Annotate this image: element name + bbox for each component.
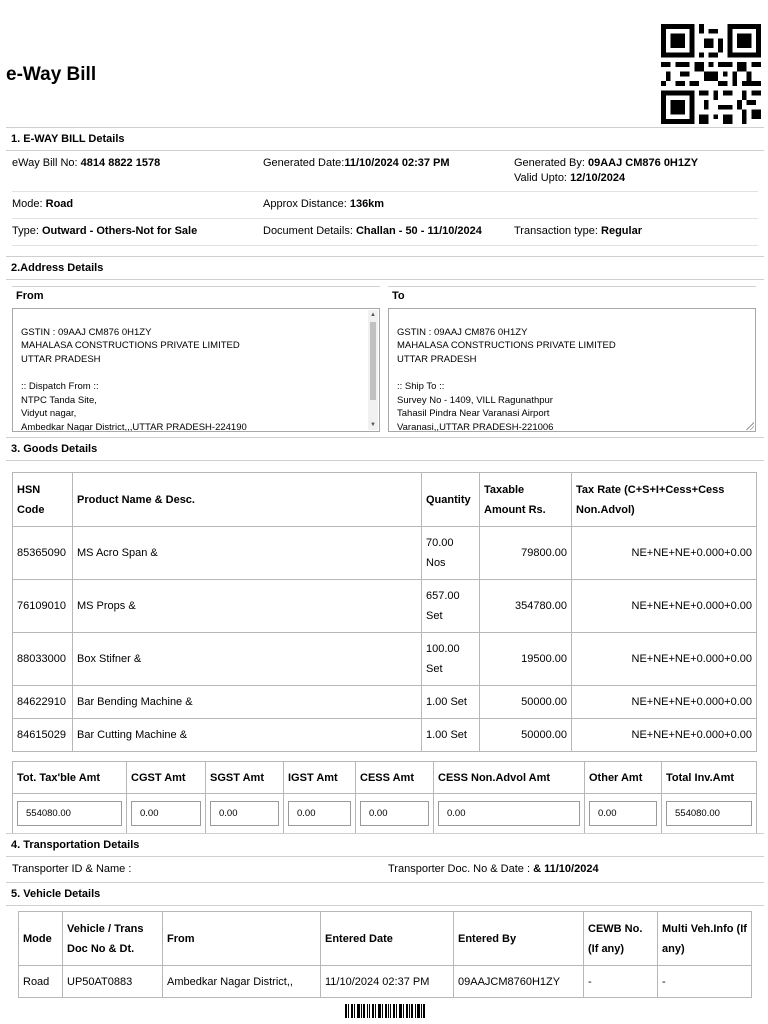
- section-vehicle-details: 5. Vehicle Details: [6, 882, 764, 906]
- type: Type: Outward - Others-Not for Sale: [12, 225, 198, 237]
- sgst-cell: [206, 794, 284, 834]
- hsn-cell: 88033000: [13, 633, 73, 686]
- quantity-cell: 657.00 Set: [422, 580, 480, 633]
- col-from: From: [163, 912, 321, 966]
- goods-header-row: [13, 473, 757, 527]
- col-cewb: CEWB No. (If any): [584, 912, 658, 966]
- resize-handle-icon[interactable]: [746, 422, 754, 430]
- vehicle-mode-cell: Road: [19, 966, 63, 998]
- col-entered-by: Entered By: [454, 912, 584, 966]
- approx-distance: Approx Distance: 136km: [263, 198, 385, 210]
- table-row: [13, 580, 757, 633]
- rate-cell: NE+NE+NE+0.000+0.00: [572, 719, 757, 752]
- col-product-name: Product Name & Desc.: [73, 473, 422, 527]
- product-cell: Bar Bending Machine &: [73, 686, 422, 719]
- multi-veh-cell: -: [658, 966, 752, 998]
- ewb-row-2: [12, 197, 758, 219]
- to-address-textarea[interactable]: [388, 308, 756, 432]
- transaction-type: Transaction type: Regular: [514, 225, 642, 237]
- rate-cell: NE+NE+NE+0.000+0.00: [572, 580, 757, 633]
- vehicle-header-row: [19, 912, 752, 966]
- transporter-id: Transporter ID & Name :: [12, 863, 132, 875]
- from-address-scrollbar[interactable]: [368, 310, 378, 430]
- quantity-cell: 100.00 Set: [422, 633, 480, 686]
- vehicle-table: [18, 911, 752, 998]
- col-cess-non-advol: CESS Non.Advol Amt: [434, 762, 585, 794]
- hsn-cell: 84622910: [13, 686, 73, 719]
- entered-by-cell: 09AAJCM8760H1ZY: [454, 966, 584, 998]
- hsn-cell: 85365090: [13, 527, 73, 580]
- cgst-cell: [127, 794, 206, 834]
- rate-cell: NE+NE+NE+0.000+0.00: [572, 686, 757, 719]
- hsn-cell: 76109010: [13, 580, 73, 633]
- totals-header-row: [13, 762, 757, 794]
- amount-cell: 50000.00: [480, 719, 572, 752]
- cess-non-advol-field[interactable]: 0.00: [438, 801, 580, 826]
- scroll-thumb[interactable]: [370, 322, 376, 400]
- col-quantity: Quantity: [422, 473, 480, 527]
- quantity-cell: 70.00 Nos: [422, 527, 480, 580]
- goods-table: [12, 472, 757, 752]
- generated-date: Generated Date:11/10/2024 02:37 PM: [263, 157, 450, 169]
- total-inv-field[interactable]: 554080.00: [666, 801, 752, 826]
- total-inv-cell: [662, 794, 757, 834]
- total-taxable-field[interactable]: 554080.00: [17, 801, 122, 826]
- scroll-up-arrow-icon[interactable]: ▲: [370, 312, 376, 318]
- sgst-field[interactable]: 0.00: [210, 801, 279, 826]
- col-entered-date: Entered Date: [321, 912, 454, 966]
- cess-cell: [356, 794, 434, 834]
- from-address-textarea[interactable]: [12, 308, 380, 432]
- product-cell: MS Acro Span &: [73, 527, 422, 580]
- cess-field[interactable]: 0.00: [360, 801, 429, 826]
- table-row: [13, 686, 757, 719]
- other-field[interactable]: 0.00: [589, 801, 657, 826]
- other-cell: [585, 794, 662, 834]
- totals-value-row: [13, 794, 757, 834]
- table-row: [13, 633, 757, 686]
- cess-non-advol-cell: [434, 794, 585, 834]
- product-cell: MS Props &: [73, 580, 422, 633]
- igst-cell: [284, 794, 356, 834]
- ewb-row-1: [12, 156, 758, 192]
- igst-field[interactable]: 0.00: [288, 801, 351, 826]
- col-total-taxable: Tot. Tax'ble Amt: [13, 762, 127, 794]
- col-tax-rate: Tax Rate (C+S+I+Cess+Cess Non.Advol): [572, 473, 757, 527]
- amount-cell: 50000.00: [480, 686, 572, 719]
- col-mode: Mode: [19, 912, 63, 966]
- vehicle-no-cell: UP50AT0883: [63, 966, 163, 998]
- section-transportation-details: 4. Transportation Details: [6, 833, 764, 857]
- ewb-no: eWay Bill No: 4814 8822 1578: [12, 157, 161, 169]
- page-title: e-Way Bill: [6, 64, 97, 85]
- cewb-cell: -: [584, 966, 658, 998]
- entered-date-cell: 11/10/2024 02:37 PM: [321, 966, 454, 998]
- amount-cell: 19500.00: [480, 633, 572, 686]
- transporter-doc: Transporter Doc. No & Date : & 11/10/2024: [388, 863, 599, 875]
- hsn-cell: 84615029: [13, 719, 73, 752]
- cgst-field[interactable]: 0.00: [131, 801, 201, 826]
- quantity-cell: 1.00 Set: [422, 686, 480, 719]
- vehicle-from-cell: Ambedkar Nagar District,,: [163, 966, 321, 998]
- amount-cell: 79800.00: [480, 527, 572, 580]
- rate-cell: NE+NE+NE+0.000+0.00: [572, 527, 757, 580]
- from-address-text: GSTIN : 09AAJ CM876 0H1ZY MAHALASA CONSTRUCTIONS PRIVATE LIMITED UTTAR PRADESH :: Dispatch From :: NTPC Tanda Site, Vidyut nagar, Ambedkar Nagar District,,,UTTAR PRADESH-224190: [21, 326, 247, 432]
- from-label: From: [12, 286, 380, 306]
- document-details: Document Details: Challan - 50 - 11/10/2024: [263, 225, 482, 237]
- totals-table: [12, 761, 757, 834]
- col-taxable-amount: Taxable Amount Rs.: [480, 473, 572, 527]
- col-igst: IGST Amt: [284, 762, 356, 794]
- quantity-cell: 1.00 Set: [422, 719, 480, 752]
- rate-cell: NE+NE+NE+0.000+0.00: [572, 633, 757, 686]
- section-goods-details: 3. Goods Details: [6, 437, 764, 461]
- mode: Mode: Road: [12, 198, 74, 210]
- total-taxable-cell: [13, 794, 127, 834]
- transport-row: [12, 862, 758, 880]
- to-label: To: [388, 286, 756, 306]
- table-row: [19, 966, 752, 998]
- ewb-row-3: [12, 224, 758, 246]
- qr-code: [658, 24, 764, 124]
- section-ewb-details: 1. E-WAY BILL Details: [6, 127, 764, 151]
- col-hsn-code: HSN Code: [13, 473, 73, 527]
- table-row: [13, 527, 757, 580]
- col-vehicle-doc: Vehicle / Trans Doc No & Dt.: [63, 912, 163, 966]
- col-cgst: CGST Amt: [127, 762, 206, 794]
- col-sgst: SGST Amt: [206, 762, 284, 794]
- col-other: Other Amt: [585, 762, 662, 794]
- generated-by: Generated By: 09AAJ CM876 0H1ZY Valid Upto: 12/10/2024: [514, 157, 699, 184]
- col-total-inv: Total Inv.Amt: [662, 762, 757, 794]
- col-cess: CESS Amt: [356, 762, 434, 794]
- barcode-image: [345, 1004, 425, 1018]
- col-multi-veh: Multi Veh.Info (If any): [658, 912, 752, 966]
- product-cell: Box Stifner &: [73, 633, 422, 686]
- product-cell: Bar Cutting Machine &: [73, 719, 422, 752]
- scroll-down-arrow-icon[interactable]: ▼: [370, 422, 376, 428]
- to-address-text: GSTIN : 09AAJ CM876 0H1ZY MAHALASA CONSTRUCTIONS PRIVATE LIMITED UTTAR PRADESH :: Ship To :: Survey No - 1409, VILL Ragunathpur Tahasil Pindra Near Varanasi Airport Varanasi,,UTTAR PRADESH-221006: [397, 326, 616, 432]
- section-address-details: 2.Address Details: [6, 256, 764, 280]
- table-row: [13, 719, 757, 752]
- amount-cell: 354780.00: [480, 580, 572, 633]
